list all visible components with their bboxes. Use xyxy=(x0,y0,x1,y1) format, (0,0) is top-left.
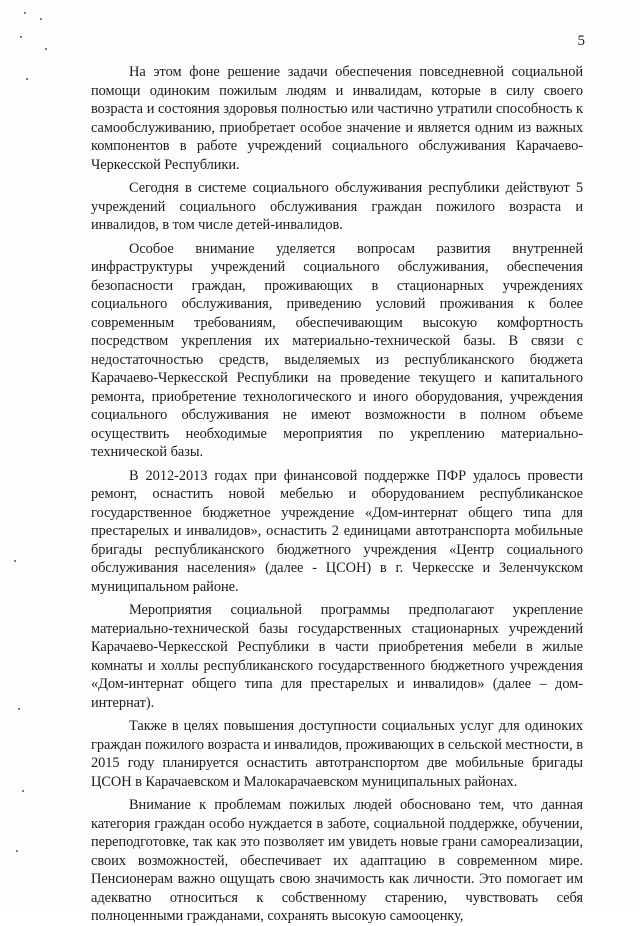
body-text xyxy=(91,63,583,926)
paragraph: Также в целях повышения доступности социальных услуг для одиноких граждан пожилого возраста и инвалидов, проживающих в сельской местности, в 2015 году планируется оснастить автотранспортом две мобильные бригады ЦСОН в Карачаевском и Малокарачаевском муниципальных районах. xyxy=(91,718,583,790)
paragraph: Мероприятия социальной программы предполагают укрепление материально-технической базы государственных стационарных учреждений Карачаево-Черкесской Республики в части приобретения мебели в жилые комнаты и холлы республиканского государственного бюджетного учреждения «Дом-интернат общего типа для престарелых и инвалидов» (далее – дом-интернат). xyxy=(91,602,583,711)
scan-speck xyxy=(16,850,18,852)
paragraph: Сегодня в системе социального обслуживания республики действуют 5 учреждений социального обслуживания граждан пожилого возраста и инвалидов, в том числе детей-инвалидов. xyxy=(91,180,583,233)
scan-speck xyxy=(40,18,42,20)
scan-speck xyxy=(22,790,24,792)
scan-speck xyxy=(26,78,28,80)
paragraph: Внимание к проблемам пожилых людей обосновано тем, что данная категория граждан особо нуждается в заботе, социальной поддержке, обучении, переподготовке, так как это позволяет им увидеть новые грани самореализации, своих возможностей, обеспечивает их адаптацию в современном мире. Пенсионерам важно ощущать свою значимость как личности. Это помогает им адекватно относиться к собственному старению, чувствовать себя полноценными гражданами, сохранять высокую самооценку, xyxy=(91,797,583,924)
scan-speck xyxy=(18,708,20,710)
paragraph: На этом фоне решение задачи обеспечения повседневной социальной помощи одиноким пожилым людям и инвалидам, которые в силу своего возраста и состояния здоровья полностью или частично утратили способность к самообслуживанию, приобретает особое значение и является одним из важных компонентов в работе учреждений социального обслуживания Карачаево-Черкесской Республики. xyxy=(91,64,583,173)
paragraph: Особое внимание уделяется вопросам развития внутренней инфраструктуры учреждений социального обслуживания, обеспечения безопасности граждан, проживающих в стационарных учреждениях социального обслуживания, приведению условий проживания к более современным требованиям, обеспечивающим высокую комфортность посредством укрепления их материально-технической базы. В связи с недостаточностью средств, выделяемых из республиканского бюджета Карачаево-Черкесской Республики на проведение текущего и капитального ремонта, приобретение технологического и иного оборудования, учреждения социального обслуживания не имеют возможности в полном объеме осуществить необходимые мероприятия по укреплению материально-технической базы. xyxy=(91,240,583,460)
scan-speck xyxy=(24,12,26,14)
scan-speck xyxy=(20,36,22,38)
paragraph: В 2012-2013 годах при финансовой поддержке ПФР удалось провести ремонт, оснастить новой мебелью и оборудованием республиканское государственное бюджетное учреждение «Дом-интернат общего типа для престарелых и инвалидов», оснастить 2 единицами автотранспорта мобильные бригады республиканского бюджетного учреждения «Центр социального обслуживания населения» (далее - ЦСОН) в г. Черкесске и Зеленчукском муниципальном районе. xyxy=(91,467,583,595)
page-number: 5 xyxy=(577,33,585,49)
scan-speck xyxy=(14,560,16,562)
scan-speck xyxy=(45,48,47,50)
